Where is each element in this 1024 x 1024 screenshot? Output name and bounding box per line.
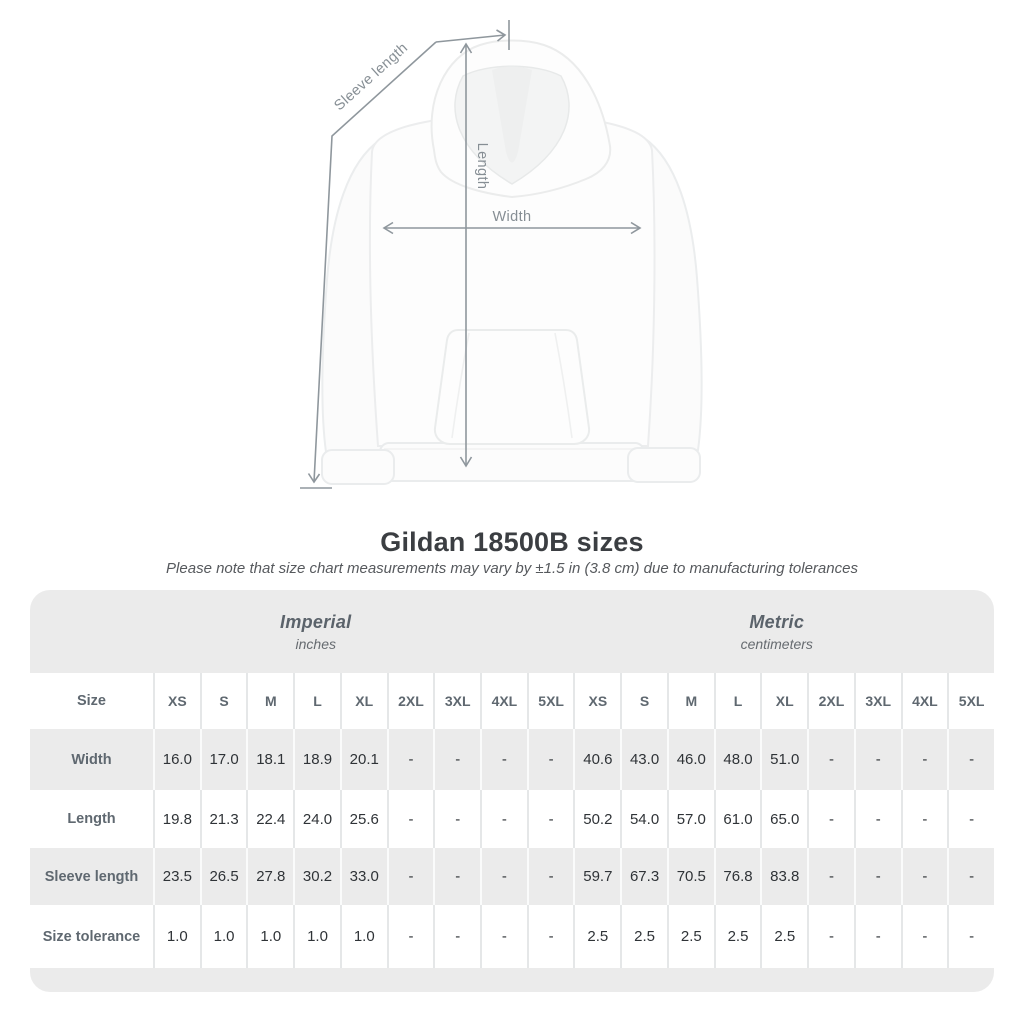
value-cell: 2.5 [760, 905, 807, 968]
value-cell: - [527, 905, 574, 968]
value-cell: 65.0 [760, 790, 807, 848]
value-cell: 1.0 [293, 905, 340, 968]
col-header: XL [340, 673, 387, 729]
value-cell: 18.9 [293, 729, 340, 790]
col-header: XS [573, 673, 620, 729]
value-cell: - [527, 790, 574, 848]
value-cell: 26.5 [200, 848, 247, 905]
col-header: 3XL [854, 673, 901, 729]
col-header: 3XL [433, 673, 480, 729]
value-cell: 16.0 [153, 729, 200, 790]
value-cell: 2.5 [620, 905, 667, 968]
value-cell: - [433, 790, 480, 848]
value-cell: 23.5 [153, 848, 200, 905]
imperial-group [30, 590, 574, 673]
value-cell: 67.3 [620, 848, 667, 905]
value-cell: 21.3 [200, 790, 247, 848]
value-cell: 24.0 [293, 790, 340, 848]
sleeve-length-label: Sleeve length [331, 39, 412, 115]
value-cell: 22.4 [246, 790, 293, 848]
value-cell: - [387, 790, 434, 848]
value-cell: 2.5 [667, 905, 714, 968]
col-header: L [293, 673, 340, 729]
col-header: M [246, 673, 293, 729]
value-cell: - [947, 790, 994, 848]
value-cell: - [947, 848, 994, 905]
value-cell: 1.0 [153, 905, 200, 968]
value-cell: 20.1 [340, 729, 387, 790]
hoodie-pocket [435, 330, 589, 444]
value-cell: - [807, 848, 854, 905]
row-label: Sleeve length [44, 868, 139, 885]
value-cell: - [527, 729, 574, 790]
row-label: Size tolerance [42, 928, 141, 945]
col-header: S [620, 673, 667, 729]
value-cell: 83.8 [760, 848, 807, 905]
col-header: L [714, 673, 761, 729]
value-cell: - [901, 790, 948, 848]
value-cell: - [387, 905, 434, 968]
value-cell: 1.0 [340, 905, 387, 968]
value-cell: - [854, 905, 901, 968]
unit-group-header [30, 590, 994, 673]
metric-group-unit: centimeters [740, 635, 813, 652]
table-row-size-tolerance [30, 905, 994, 968]
value-cell: - [433, 905, 480, 968]
value-cell: 51.0 [760, 729, 807, 790]
value-cell: - [480, 905, 527, 968]
col-header: M [667, 673, 714, 729]
size-header: Size [76, 693, 106, 709]
value-cell: 59.7 [573, 848, 620, 905]
value-cell: - [807, 729, 854, 790]
row-label: Length [67, 811, 116, 827]
value-cell: 1.0 [200, 905, 247, 968]
value-cell: - [480, 848, 527, 905]
tolerance-note: Please note that size chart measurements may vary by ±1.5 in (3.8 cm) due to manufacturing tolerances [166, 560, 858, 577]
col-header: XS [153, 673, 200, 729]
col-header: 2XL [807, 673, 854, 729]
length-label: Length [474, 142, 490, 190]
width-label: Width [492, 209, 532, 225]
value-cell: - [901, 848, 948, 905]
value-cell: 70.5 [667, 848, 714, 905]
page-title: Gildan 18500B sizes [380, 527, 644, 557]
size-chart-table [30, 590, 994, 992]
value-cell: 48.0 [714, 729, 761, 790]
value-cell: 61.0 [714, 790, 761, 848]
metric-group-title: Metric [749, 611, 805, 632]
table-row-length [30, 790, 994, 848]
value-cell: 40.6 [573, 729, 620, 790]
value-cell: - [387, 729, 434, 790]
metric-group [574, 590, 995, 673]
value-cell: - [387, 848, 434, 905]
value-cell: 54.0 [620, 790, 667, 848]
value-cell: - [527, 848, 574, 905]
value-cell: 50.2 [573, 790, 620, 848]
hoodie-waistband [380, 443, 644, 481]
col-header: 2XL [387, 673, 434, 729]
row-label: Width [71, 751, 112, 768]
value-cell: - [947, 905, 994, 968]
value-cell: - [901, 729, 948, 790]
col-header: 4XL [901, 673, 948, 729]
value-cell: 1.0 [246, 905, 293, 968]
table-row-width [30, 729, 994, 790]
value-cell: 30.2 [293, 848, 340, 905]
value-cell: - [480, 790, 527, 848]
hoodie-hood [432, 41, 611, 198]
table-row-sleeve-length [30, 848, 994, 905]
value-cell: - [807, 905, 854, 968]
value-cell: - [854, 790, 901, 848]
value-cell: - [433, 729, 480, 790]
value-cell: - [947, 729, 994, 790]
value-cell: 2.5 [573, 905, 620, 968]
value-cell: 17.0 [200, 729, 247, 790]
value-cell: - [854, 729, 901, 790]
value-cell: - [854, 848, 901, 905]
value-cell: 57.0 [667, 790, 714, 848]
value-cell: 76.8 [714, 848, 761, 905]
value-cell: 18.1 [246, 729, 293, 790]
value-cell: - [807, 790, 854, 848]
value-cell: - [901, 905, 948, 968]
col-header: 5XL [527, 673, 574, 729]
imperial-group-title: Imperial [280, 611, 352, 632]
value-cell: 46.0 [667, 729, 714, 790]
value-cell: - [480, 729, 527, 790]
value-cell: - [433, 848, 480, 905]
value-cell: 33.0 [340, 848, 387, 905]
size-header-row [30, 673, 994, 729]
value-cell: 43.0 [620, 729, 667, 790]
value-cell: 19.8 [153, 790, 200, 848]
imperial-group-unit: inches [295, 635, 336, 652]
col-header: XL [760, 673, 807, 729]
value-cell: 2.5 [714, 905, 761, 968]
value-cell: 27.8 [246, 848, 293, 905]
col-header: 5XL [947, 673, 994, 729]
value-cell: 25.6 [340, 790, 387, 848]
col-header: 4XL [480, 673, 527, 729]
col-header: S [200, 673, 247, 729]
